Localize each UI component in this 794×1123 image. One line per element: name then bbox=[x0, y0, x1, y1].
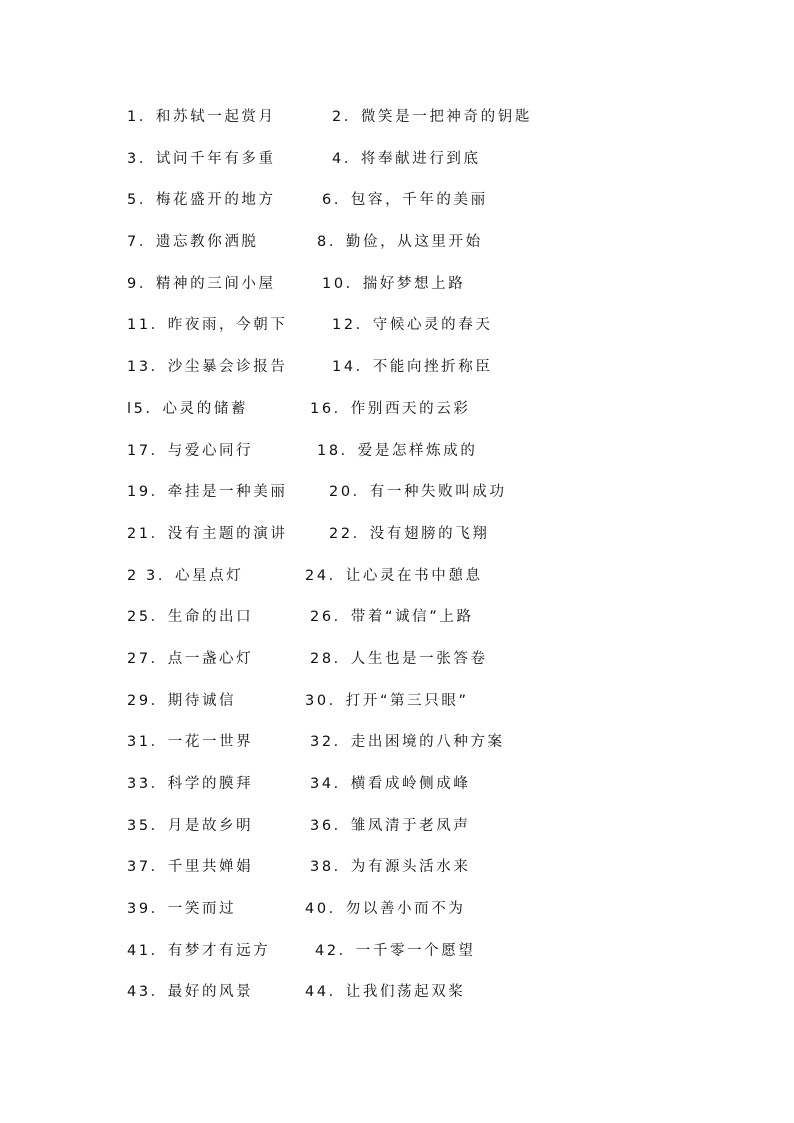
topic-row bbox=[127, 856, 687, 898]
topic-item: 2．微笑是一把神奇的钥匙 bbox=[332, 109, 532, 125]
topic-item: 2 3．心星点灯 bbox=[127, 567, 244, 584]
topic-item: 33．科学的膜拜 bbox=[127, 776, 254, 792]
topic-item: 30．打开“第三只眼” bbox=[305, 692, 469, 709]
topic-item: 38．为有源头活水来 bbox=[310, 859, 471, 876]
topic-item: 32．走出困境的八种方案 bbox=[310, 734, 505, 751]
topic-item: 36．雏凤清于老凤声 bbox=[310, 817, 471, 834]
topic-row bbox=[127, 773, 687, 815]
topic-item: 6．包容，千年的美丽 bbox=[322, 192, 488, 209]
topic-item: 21．没有主题的演讲 bbox=[127, 525, 288, 542]
topic-row bbox=[127, 898, 687, 940]
topic-row bbox=[127, 440, 687, 482]
topic-item: 22．没有翅膀的飞翔 bbox=[329, 525, 490, 542]
topic-row bbox=[127, 940, 687, 982]
topic-item: 16．作别西天的云彩 bbox=[310, 400, 471, 417]
topic-row bbox=[127, 398, 687, 440]
topic-item: 18．爱是怎样炼成的 bbox=[317, 442, 478, 459]
topic-item: 34．横看成岭侧成峰 bbox=[310, 776, 471, 792]
topic-row bbox=[127, 314, 687, 356]
topic-row bbox=[127, 981, 687, 1023]
topic-item: 31．一花一世界 bbox=[127, 734, 254, 751]
topic-item: 4．将奉献进行到底 bbox=[332, 150, 481, 167]
topic-row bbox=[127, 356, 687, 398]
topic-row bbox=[127, 106, 687, 148]
topic-item: 42．一千零一个愿望 bbox=[315, 942, 476, 959]
topic-item: 29．期待诚信 bbox=[127, 692, 237, 709]
topic-item: l5．心灵的储蓄 bbox=[127, 400, 249, 417]
topic-row bbox=[127, 189, 687, 231]
topic-item: 19．牵挂是一种美丽 bbox=[127, 484, 288, 501]
topic-item: 25．生命的出口 bbox=[127, 609, 254, 626]
topic-row bbox=[127, 273, 687, 315]
topic-item: 17．与爱心同行 bbox=[127, 442, 254, 459]
topic-item: 39．一笑而过 bbox=[127, 901, 237, 918]
topic-item: 27．点一盏心灯 bbox=[127, 650, 254, 667]
topic-row bbox=[127, 815, 687, 857]
topic-item: 26．带着“诚信”上路 bbox=[310, 609, 474, 626]
topic-item: 14．不能向挫折称臣 bbox=[332, 359, 493, 376]
topic-item: 7．遗忘教你洒脱 bbox=[127, 234, 259, 251]
topic-item: 40．勿以善小而不为 bbox=[305, 901, 466, 918]
topic-row bbox=[127, 148, 687, 190]
topic-item: 3．试问千年有多重 bbox=[127, 150, 276, 167]
topic-item: 28．人生也是一张答卷 bbox=[310, 650, 488, 667]
topic-item: 37．千里共婵娟 bbox=[127, 859, 254, 876]
topic-item: 20．有一种失败叫成功 bbox=[329, 484, 507, 501]
topic-item: 24．让心灵在书中憩息 bbox=[305, 567, 483, 584]
topic-item: 9．精神的三间小屋 bbox=[127, 275, 276, 292]
topic-row bbox=[127, 690, 687, 732]
topic-item: 41．有梦才有远方 bbox=[127, 942, 271, 959]
topic-row bbox=[127, 606, 687, 648]
topic-item: 12．守候心灵的春天 bbox=[332, 317, 493, 334]
topic-item: 13．沙尘暴会诊报告 bbox=[127, 359, 288, 376]
topic-item: 5．梅花盛开的地方 bbox=[127, 192, 276, 209]
topic-item: 10．揣好梦想上路 bbox=[322, 275, 466, 292]
topic-row bbox=[127, 523, 687, 565]
topic-item: 8．勤俭，从这里开始 bbox=[317, 234, 483, 251]
topic-row bbox=[127, 731, 687, 773]
topic-item: 11．昨夜雨，今朝下 bbox=[127, 317, 288, 334]
topic-list bbox=[127, 106, 687, 1023]
topic-item: 44．让我们荡起双桨 bbox=[305, 984, 466, 1001]
topic-item: 43．最好的风景 bbox=[127, 984, 254, 1001]
topic-item: 35．月是故乡明 bbox=[127, 817, 254, 834]
topic-row bbox=[127, 565, 687, 607]
topic-row bbox=[127, 648, 687, 690]
topic-row bbox=[127, 481, 687, 523]
topic-item: 1．和苏轼一起赏月 bbox=[127, 109, 276, 125]
topic-row bbox=[127, 231, 687, 273]
